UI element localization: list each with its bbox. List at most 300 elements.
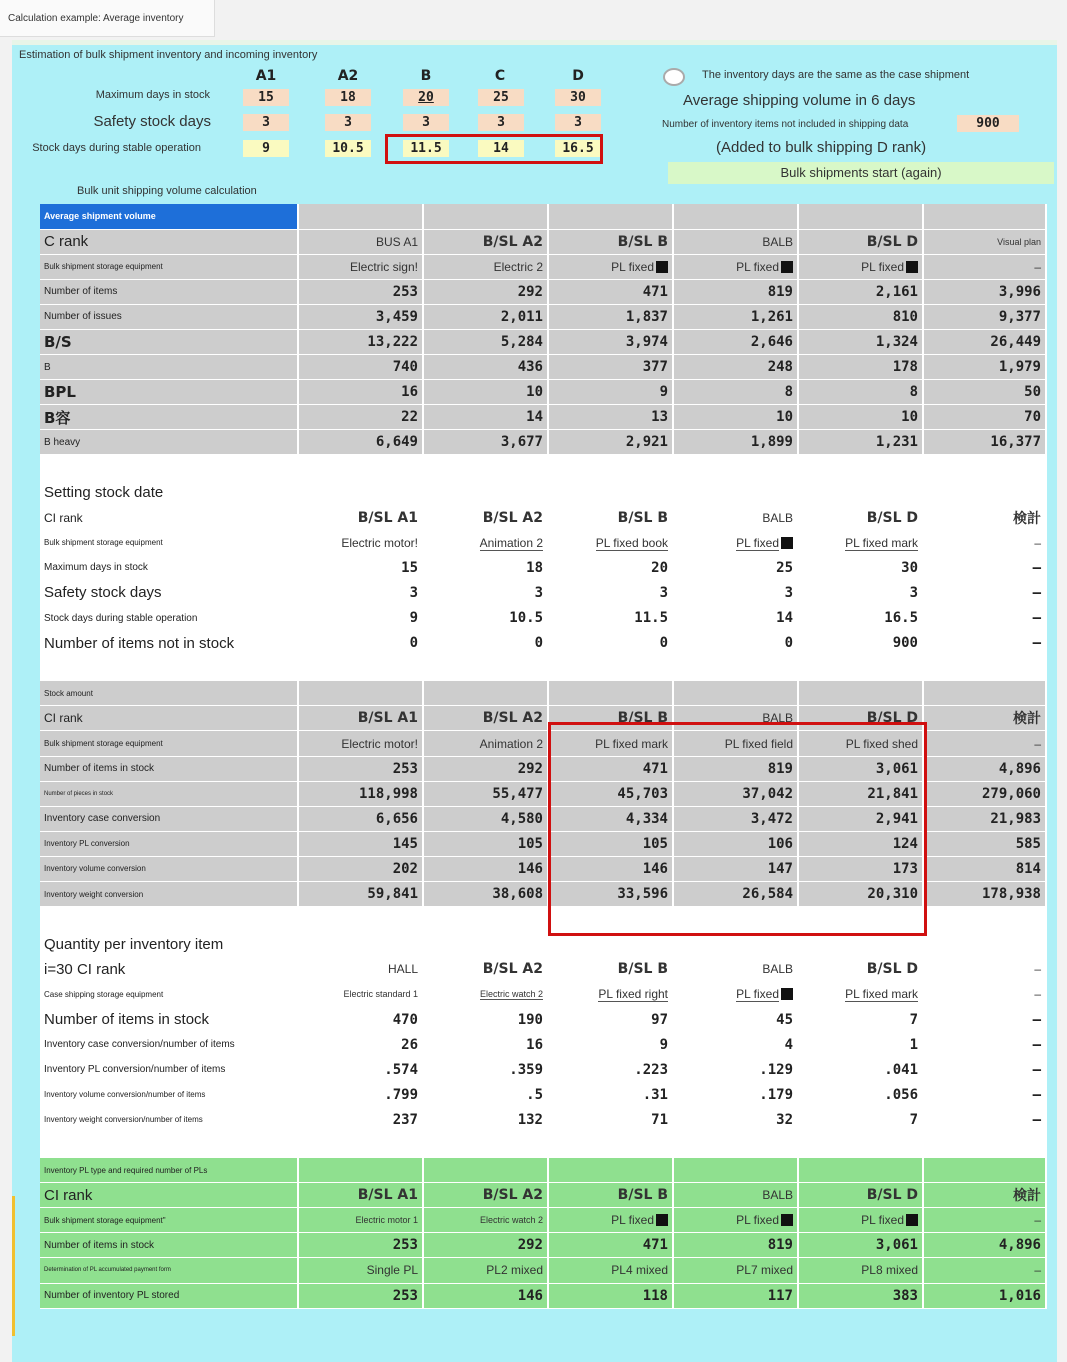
table-cell[interactable]: [423, 806, 548, 831]
row-label: Quantity per inventory item: [40, 932, 298, 957]
cell-text: BUS A1: [375, 234, 418, 249]
table-cell[interactable]: [298, 229, 423, 254]
table-cell[interactable]: [798, 1007, 923, 1032]
table-cell[interactable]: [923, 329, 1046, 354]
row-label: Inventory PL conversion: [40, 831, 298, 856]
table-cell[interactable]: [298, 530, 423, 555]
table-cell[interactable]: [798, 1258, 923, 1283]
table-cell[interactable]: [423, 430, 548, 455]
col-header-a1: A1: [255, 68, 277, 84]
table-cell[interactable]: [548, 580, 673, 605]
input-max-b[interactable]: 20: [403, 89, 449, 106]
table-cell[interactable]: [548, 1132, 673, 1157]
table-cell[interactable]: [298, 430, 423, 455]
table-cell[interactable]: [673, 530, 798, 555]
input-max-c[interactable]: 25: [478, 89, 524, 106]
table-cell[interactable]: [923, 279, 1046, 304]
table-cell[interactable]: [923, 430, 1046, 455]
cell-text: 253: [392, 1237, 418, 1254]
table-cell[interactable]: [923, 731, 1046, 756]
table-cell[interactable]: [798, 355, 923, 380]
table-cell[interactable]: [923, 656, 1046, 681]
table-cell[interactable]: [548, 1107, 673, 1132]
cell-text: .041: [884, 1061, 918, 1078]
table-cell[interactable]: [923, 907, 1046, 932]
table-cell[interactable]: [923, 405, 1046, 430]
cell-text: Electric motor!: [341, 736, 418, 751]
table-cell[interactable]: [548, 505, 673, 530]
table-cell[interactable]: [923, 1158, 1046, 1183]
table-cell[interactable]: [298, 279, 423, 304]
input-max-a2[interactable]: 18: [325, 89, 371, 106]
table-cell[interactable]: [548, 355, 673, 380]
cell-text: 10.5: [509, 610, 543, 627]
table-cell[interactable]: [798, 304, 923, 329]
cell-text: 10: [776, 409, 793, 426]
table-cell[interactable]: [548, 1032, 673, 1057]
table-cell[interactable]: [423, 1057, 548, 1082]
cell-text: 9: [659, 384, 668, 401]
table-cell[interactable]: [798, 480, 923, 505]
cell-text: 819: [767, 1237, 793, 1254]
table-cell[interactable]: [298, 304, 423, 329]
table-cell[interactable]: [798, 1233, 923, 1258]
table-cell[interactable]: [423, 781, 548, 806]
cell-text: 3,996: [998, 283, 1041, 300]
table-cell[interactable]: [423, 631, 548, 656]
table-cell[interactable]: [798, 580, 923, 605]
table-cell[interactable]: [423, 1258, 548, 1283]
table-cell[interactable]: [423, 606, 548, 631]
table-cell[interactable]: [923, 555, 1046, 580]
table-cell[interactable]: [798, 656, 923, 681]
table-cell[interactable]: [673, 1132, 798, 1157]
table-cell[interactable]: [298, 405, 423, 430]
cell-text: 1,837: [625, 308, 668, 325]
table-cell[interactable]: [298, 380, 423, 405]
table-cell[interactable]: [298, 1082, 423, 1107]
table-cell[interactable]: [423, 932, 548, 957]
table-cell[interactable]: [673, 1183, 798, 1208]
table-cell[interactable]: [673, 254, 798, 279]
table-cell[interactable]: [798, 681, 923, 706]
table-cell[interactable]: [423, 1233, 548, 1258]
cell-text: B/SL A1: [357, 509, 418, 526]
table-cell[interactable]: [673, 681, 798, 706]
table-cell[interactable]: [548, 480, 673, 505]
table-cell[interactable]: [423, 555, 548, 580]
label-safety-days: Safety stock days: [93, 113, 211, 130]
table-cell[interactable]: [423, 505, 548, 530]
input-max-a1[interactable]: 15: [243, 89, 289, 106]
table-cell[interactable]: [798, 405, 923, 430]
table-cell[interactable]: [548, 1183, 673, 1208]
table-cell[interactable]: [673, 656, 798, 681]
cell-text: BALB: [762, 711, 793, 726]
table-cell[interactable]: [423, 1132, 548, 1157]
table-cell[interactable]: [548, 1057, 673, 1082]
cell-text: 105: [517, 835, 543, 852]
table-cell[interactable]: [923, 254, 1046, 279]
table-cell[interactable]: [673, 355, 798, 380]
table-cell[interactable]: [423, 405, 548, 430]
row-label: Bulk shipment storage equipment: [40, 731, 298, 756]
cell-text: 7: [909, 1111, 918, 1128]
table-cell[interactable]: [923, 505, 1046, 530]
cell-text: 146: [517, 860, 543, 877]
table-cell[interactable]: [673, 1258, 798, 1283]
table-cell[interactable]: [298, 806, 423, 831]
table-cell[interactable]: [673, 1007, 798, 1032]
table-cell[interactable]: [548, 1283, 673, 1308]
table-cell[interactable]: [548, 1007, 673, 1032]
table-cell[interactable]: [548, 329, 673, 354]
table-cell[interactable]: [423, 254, 548, 279]
cell-text: 814: [1015, 860, 1041, 877]
table-cell[interactable]: [423, 1158, 548, 1183]
table-cell[interactable]: [298, 606, 423, 631]
input-max-d[interactable]: 30: [555, 89, 601, 106]
table-cell[interactable]: [298, 1233, 423, 1258]
table-cell[interactable]: [548, 957, 673, 982]
table-cell[interactable]: [298, 1057, 423, 1082]
table-cell[interactable]: [798, 530, 923, 555]
table-cell[interactable]: [298, 480, 423, 505]
table-row: [40, 480, 1046, 505]
table-cell[interactable]: [548, 606, 673, 631]
table-cell[interactable]: [423, 731, 548, 756]
radio-same-days[interactable]: [663, 68, 685, 86]
table-cell[interactable]: [298, 631, 423, 656]
table-cell[interactable]: [423, 355, 548, 380]
table-cell[interactable]: [923, 1258, 1046, 1283]
table-cell[interactable]: [923, 580, 1046, 605]
table-cell[interactable]: [298, 856, 423, 881]
table-cell[interactable]: [798, 380, 923, 405]
cell-text: 16.5: [884, 610, 918, 627]
cell-text: .056: [884, 1086, 918, 1103]
table-cell[interactable]: [423, 1208, 548, 1233]
table-cell[interactable]: [298, 781, 423, 806]
table-cell[interactable]: [548, 530, 673, 555]
cell-text: BALB: [762, 234, 793, 249]
table-cell[interactable]: [548, 1158, 673, 1183]
table-cell[interactable]: [923, 932, 1046, 957]
table-cell[interactable]: [423, 1007, 548, 1032]
sheet-tab[interactable]: [0, 0, 215, 37]
table-cell[interactable]: [423, 1107, 548, 1132]
table-cell[interactable]: [423, 329, 548, 354]
cell-text: .129: [759, 1061, 793, 1078]
col-header-b: B: [420, 68, 432, 84]
table-cell[interactable]: [923, 781, 1046, 806]
table-cell[interactable]: [798, 279, 923, 304]
table-cell[interactable]: [923, 355, 1046, 380]
table-cell[interactable]: [673, 380, 798, 405]
table-cell[interactable]: [673, 480, 798, 505]
table-cell[interactable]: [673, 631, 798, 656]
table-cell[interactable]: [423, 982, 548, 1007]
table-cell[interactable]: [423, 656, 548, 681]
bulk-start-button[interactable]: Bulk shipments start (again): [668, 162, 1054, 184]
table-cell[interactable]: [298, 882, 423, 907]
table-cell[interactable]: [423, 530, 548, 555]
cell-text: 3: [909, 584, 918, 601]
cell-text: 1,979: [998, 359, 1041, 376]
table-cell[interactable]: [798, 1283, 923, 1308]
table-cell[interactable]: [423, 304, 548, 329]
table-cell[interactable]: [423, 1283, 548, 1308]
table-cell[interactable]: [923, 706, 1046, 731]
table-cell[interactable]: [548, 405, 673, 430]
table-cell[interactable]: [298, 1183, 423, 1208]
table-cell[interactable]: [798, 254, 923, 279]
table-cell[interactable]: [923, 304, 1046, 329]
table-cell[interactable]: [798, 982, 923, 1007]
table-cell[interactable]: [923, 480, 1046, 505]
table-cell[interactable]: [423, 1082, 548, 1107]
table-cell[interactable]: [923, 380, 1046, 405]
table-cell[interactable]: [298, 656, 423, 681]
table-cell[interactable]: [923, 631, 1046, 656]
cell-text: PL fixed: [611, 1213, 654, 1228]
row-label: Number of items in stock: [40, 1233, 298, 1258]
table-cell[interactable]: [423, 831, 548, 856]
table-cell[interactable]: [923, 530, 1046, 555]
cell-text: BALB: [762, 962, 793, 977]
cell-text: Electric motor 1: [355, 1215, 418, 1226]
table-cell[interactable]: [673, 229, 798, 254]
table-cell[interactable]: [923, 606, 1046, 631]
table-cell[interactable]: [423, 706, 548, 731]
table-cell[interactable]: [798, 505, 923, 530]
table-cell[interactable]: [798, 455, 923, 480]
table-cell[interactable]: [923, 455, 1046, 480]
table-cell[interactable]: [548, 681, 673, 706]
input-safety-b[interactable]: 3: [403, 114, 449, 131]
cell-text: 13,222: [367, 334, 418, 351]
table-cell[interactable]: [798, 329, 923, 354]
table-cell[interactable]: [548, 455, 673, 480]
table-cell[interactable]: [673, 1107, 798, 1132]
table-cell[interactable]: [423, 1032, 548, 1057]
table-cell[interactable]: [798, 606, 923, 631]
value-stable-b: 11.5: [403, 140, 449, 157]
input-safety-a1[interactable]: 3: [243, 114, 289, 131]
table-cell[interactable]: [423, 455, 548, 480]
table-cell[interactable]: [798, 1032, 923, 1057]
table-cell[interactable]: [423, 480, 548, 505]
table-cell[interactable]: [923, 1183, 1046, 1208]
table-cell[interactable]: [548, 656, 673, 681]
table-cell[interactable]: [923, 856, 1046, 881]
cell-text: PL8 mixed: [861, 1263, 918, 1278]
input-safety-c[interactable]: 3: [478, 114, 524, 131]
table-cell[interactable]: [673, 606, 798, 631]
table-cell[interactable]: [298, 580, 423, 605]
table-cell[interactable]: [298, 1283, 423, 1308]
table-cell[interactable]: [923, 957, 1046, 982]
table-cell[interactable]: [298, 907, 423, 932]
table-cell[interactable]: [298, 1132, 423, 1157]
table-cell[interactable]: [298, 455, 423, 480]
table-cell[interactable]: [673, 982, 798, 1007]
row-label: B: [40, 355, 298, 380]
table-cell[interactable]: [923, 882, 1046, 907]
row-label: CI rank: [40, 505, 298, 530]
table-cell[interactable]: [923, 982, 1046, 1007]
cell-text: 9,377: [998, 308, 1041, 325]
table-cell[interactable]: [423, 681, 548, 706]
table-cell[interactable]: [923, 681, 1046, 706]
table-cell[interactable]: [798, 555, 923, 580]
table-cell[interactable]: [423, 756, 548, 781]
table-cell[interactable]: [923, 229, 1046, 254]
cell-text: 22: [401, 409, 418, 426]
table-cell[interactable]: [798, 1107, 923, 1132]
not-included-input[interactable]: 900: [957, 115, 1019, 132]
table-cell[interactable]: [548, 1082, 673, 1107]
input-safety-d[interactable]: 3: [555, 114, 601, 131]
table-cell[interactable]: [423, 856, 548, 881]
table-cell[interactable]: [298, 555, 423, 580]
table-cell[interactable]: [673, 329, 798, 354]
table-cell[interactable]: [673, 455, 798, 480]
table-cell[interactable]: [673, 1082, 798, 1107]
table-cell[interactable]: [423, 279, 548, 304]
table-cell[interactable]: [548, 982, 673, 1007]
table-cell[interactable]: [298, 1107, 423, 1132]
table-cell[interactable]: [923, 1082, 1046, 1107]
table-cell[interactable]: [548, 279, 673, 304]
table-cell[interactable]: [298, 355, 423, 380]
table-cell[interactable]: [798, 1082, 923, 1107]
table-cell[interactable]: [423, 380, 548, 405]
table-cell[interactable]: [548, 430, 673, 455]
table-cell[interactable]: [423, 882, 548, 907]
table-cell[interactable]: [423, 229, 548, 254]
table-cell[interactable]: [298, 831, 423, 856]
table-cell[interactable]: [298, 932, 423, 957]
table-cell[interactable]: [923, 1283, 1046, 1308]
table-cell[interactable]: [548, 1208, 673, 1233]
table-cell[interactable]: [548, 631, 673, 656]
table-cell[interactable]: [798, 631, 923, 656]
table-cell[interactable]: [798, 1132, 923, 1157]
cell-text: 16,377: [990, 434, 1041, 451]
table-cell[interactable]: [673, 1057, 798, 1082]
cell-text: 71: [651, 1111, 668, 1128]
table-cell[interactable]: [798, 1183, 923, 1208]
table-cell[interactable]: [673, 1208, 798, 1233]
table-cell[interactable]: [923, 1007, 1046, 1032]
table-cell[interactable]: [673, 304, 798, 329]
table-cell[interactable]: [298, 254, 423, 279]
table-cell[interactable]: [423, 580, 548, 605]
table-cell[interactable]: [798, 1057, 923, 1082]
table-cell[interactable]: [548, 555, 673, 580]
table-cell[interactable]: [923, 1032, 1046, 1057]
table-cell[interactable]: [923, 1107, 1046, 1132]
cell-text: 106: [767, 835, 793, 852]
table-cell[interactable]: [298, 681, 423, 706]
table-row: [40, 1258, 1046, 1283]
table-cell[interactable]: [548, 304, 673, 329]
cell-text: PL fixed: [736, 987, 779, 1002]
table-cell[interactable]: [298, 329, 423, 354]
table-cell[interactable]: [548, 229, 673, 254]
row-label: Number of items not in stock: [40, 631, 298, 656]
table-cell[interactable]: [423, 907, 548, 932]
table-cell[interactable]: [423, 1183, 548, 1208]
table-cell[interactable]: [923, 1057, 1046, 1082]
table-cell[interactable]: [673, 957, 798, 982]
table-cell[interactable]: [673, 1158, 798, 1183]
cell-text: 471: [642, 760, 668, 777]
table-cell[interactable]: [923, 1233, 1046, 1258]
cell-text: 7: [909, 1011, 918, 1028]
cell-text: 検計: [1013, 1188, 1041, 1205]
row-label: [40, 656, 298, 681]
cell-text: –: [1032, 1111, 1041, 1128]
table-cell[interactable]: [923, 1208, 1046, 1233]
table-cell[interactable]: [298, 1158, 423, 1183]
table-cell[interactable]: [923, 806, 1046, 831]
table-cell[interactable]: [798, 1208, 923, 1233]
table-cell[interactable]: [298, 957, 423, 982]
table-cell[interactable]: [298, 756, 423, 781]
table-cell[interactable]: [923, 756, 1046, 781]
table-cell[interactable]: [548, 380, 673, 405]
table-cell[interactable]: [298, 1032, 423, 1057]
table-cell[interactable]: [298, 1258, 423, 1283]
table-cell[interactable]: [923, 831, 1046, 856]
table-cell[interactable]: [673, 279, 798, 304]
table-cell[interactable]: [673, 1233, 798, 1258]
table-header-title: Average shipment volume: [40, 204, 298, 229]
table-cell[interactable]: [548, 1258, 673, 1283]
table-cell[interactable]: [673, 405, 798, 430]
table-cell[interactable]: [298, 706, 423, 731]
table-cell[interactable]: [298, 1208, 423, 1233]
table-cell[interactable]: [798, 430, 923, 455]
table-cell[interactable]: [298, 1007, 423, 1032]
table-cell[interactable]: [673, 430, 798, 455]
cell-text: 471: [642, 283, 668, 300]
cell-text: 検計: [1013, 711, 1041, 728]
table-cell[interactable]: [798, 1158, 923, 1183]
table-cell[interactable]: [673, 505, 798, 530]
table-cell[interactable]: [673, 555, 798, 580]
table-cell[interactable]: [298, 505, 423, 530]
cell-text: 292: [517, 760, 543, 777]
cell-text: B/SL D: [866, 961, 918, 978]
table-cell[interactable]: [798, 957, 923, 982]
table-cell[interactable]: [673, 580, 798, 605]
input-safety-a2[interactable]: 3: [325, 114, 371, 131]
table-cell[interactable]: [548, 1233, 673, 1258]
table-cell[interactable]: [423, 957, 548, 982]
table-row: [40, 329, 1046, 354]
table-cell[interactable]: [673, 1032, 798, 1057]
table-cell[interactable]: [923, 1132, 1046, 1157]
table-cell[interactable]: [548, 254, 673, 279]
table-cell[interactable]: [298, 731, 423, 756]
table-cell[interactable]: [298, 982, 423, 1007]
table-cell[interactable]: [673, 1283, 798, 1308]
cell-text: Single PL: [366, 1263, 418, 1278]
table-cell[interactable]: [798, 229, 923, 254]
